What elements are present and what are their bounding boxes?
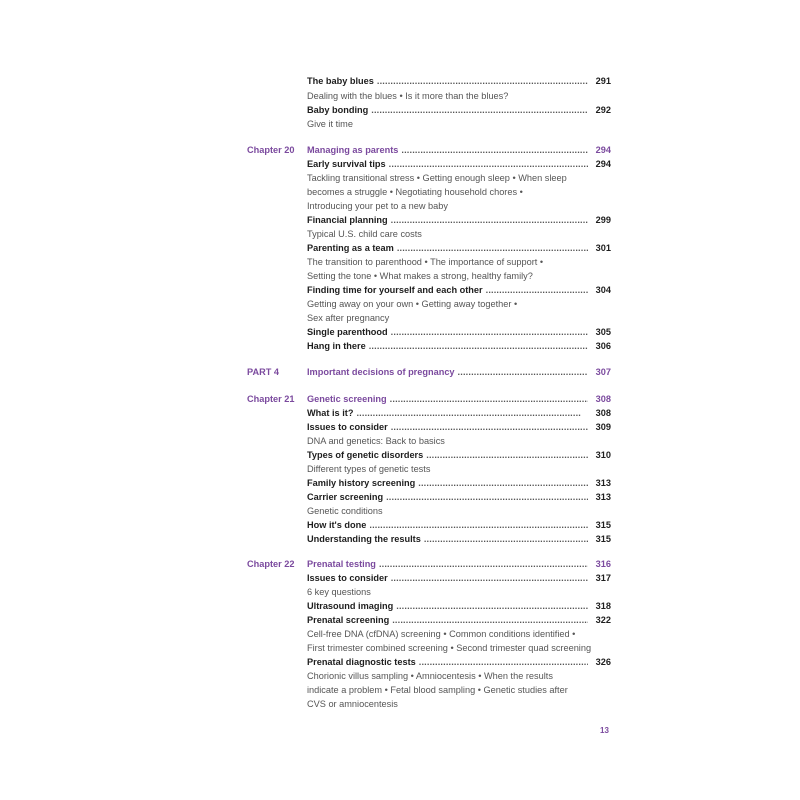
- entry-page-number: 305: [595, 327, 611, 337]
- toc-subtopics: [0, 462, 800, 476]
- subtopic-text: First trimester combined screening • Second trimester quad screening: [307, 643, 592, 653]
- subtopic-text: Chorionic villus sampling • Amniocentesis • When the results: [307, 671, 553, 681]
- subtopic-text: Sex after pregnancy: [307, 313, 390, 323]
- dot-leader: [486, 283, 588, 297]
- chapter-label: Chapter 22: [247, 559, 295, 569]
- toc-subtopics: [0, 434, 800, 448]
- toc-subtopics: [0, 185, 800, 199]
- page-number: 13: [600, 726, 609, 735]
- entry-title: How it's done: [307, 520, 367, 530]
- toc-entry-row: [0, 476, 800, 490]
- section-entry[interactable]: [307, 599, 611, 613]
- entry-title: Prenatal screening: [307, 615, 390, 625]
- section-entry[interactable]: [307, 448, 611, 462]
- entry-page-number: 309: [595, 422, 611, 432]
- entry-page-number: 310: [595, 450, 611, 460]
- subtopic-text: Introducing your pet to a new baby: [307, 201, 448, 211]
- dot-leader: [386, 490, 588, 504]
- dot-leader: [369, 339, 588, 353]
- section-entry[interactable]: [307, 325, 611, 339]
- toc-entry-row: [0, 420, 800, 434]
- entry-page-number: 316: [595, 559, 611, 569]
- dot-leader: [391, 325, 588, 339]
- dot-leader: [390, 392, 588, 406]
- subtopic-text: Give it time: [307, 119, 353, 129]
- entry-title: Prenatal testing: [307, 559, 376, 569]
- dot-leader: [458, 365, 588, 379]
- dot-leader: [397, 241, 588, 255]
- entry-title: Ultrasound imaging: [307, 601, 394, 611]
- toc-entry-row: [0, 103, 800, 117]
- chapter-label: Chapter 21: [247, 394, 295, 404]
- section-entry[interactable]: [307, 420, 611, 434]
- chapter-entry[interactable]: [307, 392, 611, 406]
- entry-page-number: 299: [595, 215, 611, 225]
- toc-chapter-row: [0, 557, 800, 571]
- entry-title: Parenting as a team: [307, 243, 394, 253]
- toc-entry-row: [0, 325, 800, 339]
- toc-chapter-row: [0, 365, 800, 379]
- entry-page-number: 308: [595, 394, 611, 404]
- section-entry[interactable]: [307, 518, 611, 532]
- dot-leader: [392, 613, 588, 627]
- toc-entry-row: [0, 241, 800, 255]
- entry-page-number: 291: [595, 76, 611, 86]
- chapter-entry[interactable]: [307, 365, 611, 379]
- subtopic-text: Cell-free DNA (cfDNA) screening • Common conditions identified •: [307, 629, 576, 639]
- section-entry[interactable]: [307, 571, 611, 585]
- section-entry[interactable]: [307, 339, 611, 353]
- subtopic-text: Getting away on your own • Getting away together •: [307, 299, 518, 309]
- toc-subtopics: [0, 504, 800, 518]
- chapter-label: PART 4: [247, 367, 279, 377]
- section-entry[interactable]: [307, 283, 611, 297]
- section-entry[interactable]: [307, 406, 611, 420]
- subtopic-text: CVS or amniocentesis: [307, 699, 398, 709]
- entry-title: Single parenthood: [307, 327, 388, 337]
- dot-leader: [391, 420, 588, 434]
- toc-subtopics: [0, 255, 800, 269]
- section-entry[interactable]: [307, 655, 611, 669]
- toc-entry-row: [0, 74, 800, 88]
- entry-page-number: 306: [595, 341, 611, 351]
- toc-subtopics: [0, 641, 800, 655]
- toc-entry-row: [0, 518, 800, 532]
- entry-page-number: 313: [595, 492, 611, 502]
- toc-subtopics: [0, 697, 800, 711]
- dot-leader: [391, 571, 588, 585]
- toc-subtopics: [0, 627, 800, 641]
- toc-subtopics: [0, 269, 800, 283]
- chapter-entry[interactable]: [307, 143, 611, 157]
- entry-title: Types of genetic disorders: [307, 450, 424, 460]
- toc-entry-row: [0, 532, 800, 546]
- section-entry[interactable]: [307, 241, 611, 255]
- section-entry[interactable]: [307, 213, 611, 227]
- entry-page-number: 315: [595, 520, 611, 530]
- section-entry[interactable]: [307, 103, 611, 117]
- dot-leader: [424, 532, 588, 546]
- entry-title: Hang in there: [307, 341, 366, 351]
- section-entry[interactable]: [307, 532, 611, 546]
- toc-entry-row: [0, 599, 800, 613]
- entry-title: The baby blues: [307, 76, 374, 86]
- section-entry[interactable]: [307, 74, 611, 88]
- dot-leader: [356, 406, 588, 420]
- dot-leader: [371, 103, 588, 117]
- subtopic-text: indicate a problem • Fetal blood sampling • Genetic studies after: [307, 685, 568, 695]
- toc-subtopics: [0, 297, 800, 311]
- toc-subtopics: [0, 199, 800, 213]
- entry-page-number: 313: [595, 478, 611, 488]
- entry-page-number: 301: [595, 243, 611, 253]
- section-entry[interactable]: [307, 157, 611, 171]
- entry-page-number: 308: [595, 408, 611, 418]
- entry-title: Genetic screening: [307, 394, 387, 404]
- toc-entry-row: [0, 613, 800, 627]
- entry-title: Finding time for yourself and each other: [307, 285, 483, 295]
- entry-title: Prenatal diagnostic tests: [307, 657, 416, 667]
- dot-leader: [389, 157, 588, 171]
- dot-leader: [391, 213, 588, 227]
- dot-leader: [401, 143, 588, 157]
- dot-leader: [369, 518, 588, 532]
- toc-subtopics: [0, 89, 800, 103]
- section-entry[interactable]: [307, 476, 611, 490]
- dot-leader: [396, 599, 588, 613]
- toc-subtopics: [0, 117, 800, 131]
- dot-leader: [419, 655, 588, 669]
- dot-leader: [377, 74, 588, 88]
- subtopic-text: The transition to parenthood • The importance of support •: [307, 257, 544, 267]
- toc-entry-row: [0, 571, 800, 585]
- subtopic-text: Typical U.S. child care costs: [307, 229, 422, 239]
- entry-title: Managing as parents: [307, 145, 399, 155]
- subtopic-text: Different types of genetic tests: [307, 464, 431, 474]
- toc-subtopics: [0, 669, 800, 683]
- subtopic-text: Tackling transitional stress • Getting enough sleep • When sleep: [307, 173, 567, 183]
- entry-page-number: 315: [595, 534, 611, 544]
- entry-title: Carrier screening: [307, 492, 384, 502]
- entry-title: Important decisions of pregnancy: [307, 367, 455, 377]
- entry-title: Early survival tips: [307, 159, 386, 169]
- entry-title: Issues to consider: [307, 422, 388, 432]
- toc-entry-row: [0, 213, 800, 227]
- toc-subtopics: [0, 585, 800, 599]
- subtopic-text: Setting the tone • What makes a strong, healthy family?: [307, 271, 533, 281]
- entry-page-number: 318: [595, 601, 611, 611]
- entry-page-number: 326: [595, 657, 611, 667]
- chapter-entry[interactable]: [307, 557, 611, 571]
- toc-entry-row: [0, 157, 800, 171]
- toc-subtopics: [0, 311, 800, 325]
- toc-entry-row: [0, 448, 800, 462]
- entry-title: Baby bonding: [307, 105, 369, 115]
- toc-subtopics: [0, 683, 800, 697]
- toc-entry-row: [0, 283, 800, 297]
- subtopic-text: Genetic conditions: [307, 506, 383, 516]
- toc-entry-row: [0, 655, 800, 669]
- entry-title: Understanding the results: [307, 534, 421, 544]
- entry-title: What is it?: [307, 408, 354, 418]
- subtopic-text: becomes a struggle • Negotiating household chores •: [307, 187, 523, 197]
- entry-title: Financial planning: [307, 215, 388, 225]
- toc-subtopics: [0, 227, 800, 241]
- toc-subtopics: [0, 171, 800, 185]
- dot-leader: [426, 448, 588, 462]
- toc-entry-row: [0, 406, 800, 420]
- entry-page-number: 307: [595, 367, 611, 377]
- entry-page-number: 294: [595, 145, 611, 155]
- entry-title: Issues to consider: [307, 573, 388, 583]
- chapter-label: Chapter 20: [247, 145, 295, 155]
- toc-chapter-row: [0, 392, 800, 406]
- dot-leader: [379, 557, 588, 571]
- section-entry[interactable]: [307, 490, 611, 504]
- entry-page-number: 304: [595, 285, 611, 295]
- toc-chapter-row: [0, 143, 800, 157]
- entry-title: Family history screening: [307, 478, 416, 488]
- entry-page-number: 322: [595, 615, 611, 625]
- entry-page-number: 292: [595, 105, 611, 115]
- entry-page-number: 294: [595, 159, 611, 169]
- toc-entry-row: [0, 490, 800, 504]
- section-entry[interactable]: [307, 613, 611, 627]
- subtopic-text: DNA and genetics: Back to basics: [307, 436, 445, 446]
- toc-entry-row: [0, 339, 800, 353]
- subtopic-text: Dealing with the blues • Is it more than the blues?: [307, 91, 509, 101]
- entry-page-number: 317: [595, 573, 611, 583]
- dot-leader: [418, 476, 588, 490]
- subtopic-text: 6 key questions: [307, 587, 371, 597]
